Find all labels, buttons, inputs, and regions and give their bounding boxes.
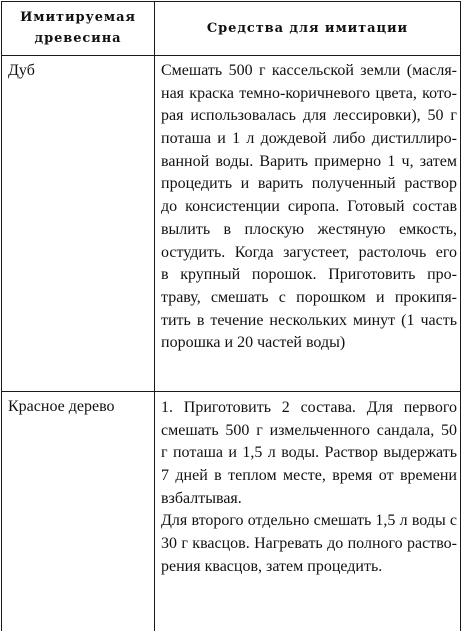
text-line: вылить в плоскую жестяную емкость, <box>161 220 457 238</box>
text-line: г поташа и 1,5 л воды. Раствор выдержать <box>161 444 457 462</box>
text-line: остудить. Когда загустеет, растолочь его <box>161 243 457 261</box>
text-line: траву, смешать с порошком и прокипя- <box>161 288 457 306</box>
text-line: рения квасцов, затем процедить. <box>161 557 383 575</box>
text-line: поташа и 1 л дождевой либо дистиллиро- <box>161 130 457 148</box>
row-mahogany-means <box>161 397 457 579</box>
header-wood-line1: Имитируемая <box>20 10 136 25</box>
header-divider <box>2 55 460 56</box>
text-line: процедить и варить полученный раствор <box>161 175 457 193</box>
header-means: Средства для имитации <box>206 21 409 36</box>
text-line: Для второго отдельно смешать 1,5 л воды с <box>161 512 457 530</box>
row-divider <box>2 391 460 392</box>
imitation-table <box>1 1 461 631</box>
text-line: рая использовалась для лессировки), 50 г <box>161 107 457 125</box>
text-line: в крупный порошок. Приготовить про- <box>161 266 457 284</box>
text-line: ванной воды. Варить примерно 1 ч, затем <box>161 152 457 170</box>
header-wood <box>2 7 154 49</box>
text-line: взбалтывая. <box>161 489 242 507</box>
text-line: Смешать 500 г кассельской земли (масля- <box>161 62 457 79</box>
text-line: 1. Приготовить 2 состава. Для первого <box>161 399 457 416</box>
text-line: до консистенции сиропа. Готовый состав <box>161 198 457 216</box>
text-line: смешать 500 г измельченного сандала, 50 <box>161 421 457 439</box>
row-mahogany-wood: Красное дерево <box>8 398 115 415</box>
column-divider <box>154 2 155 631</box>
row-oak-wood: Дуб <box>8 62 35 79</box>
text-line: порошка и 20 частей воды) <box>161 334 346 352</box>
text-line: тить в течение нескольких минут (1 часть <box>161 311 457 329</box>
text-line: 30 г квасцов. Нагревать до полного раство- <box>161 535 457 553</box>
text-line: 7 дней в теплом месте, время от времени <box>161 467 457 485</box>
row-oak-means <box>161 60 457 355</box>
header-wood-line2: древесина <box>34 31 122 46</box>
text-line: ная краска темно-коричневого цвета, кото- <box>161 84 457 102</box>
